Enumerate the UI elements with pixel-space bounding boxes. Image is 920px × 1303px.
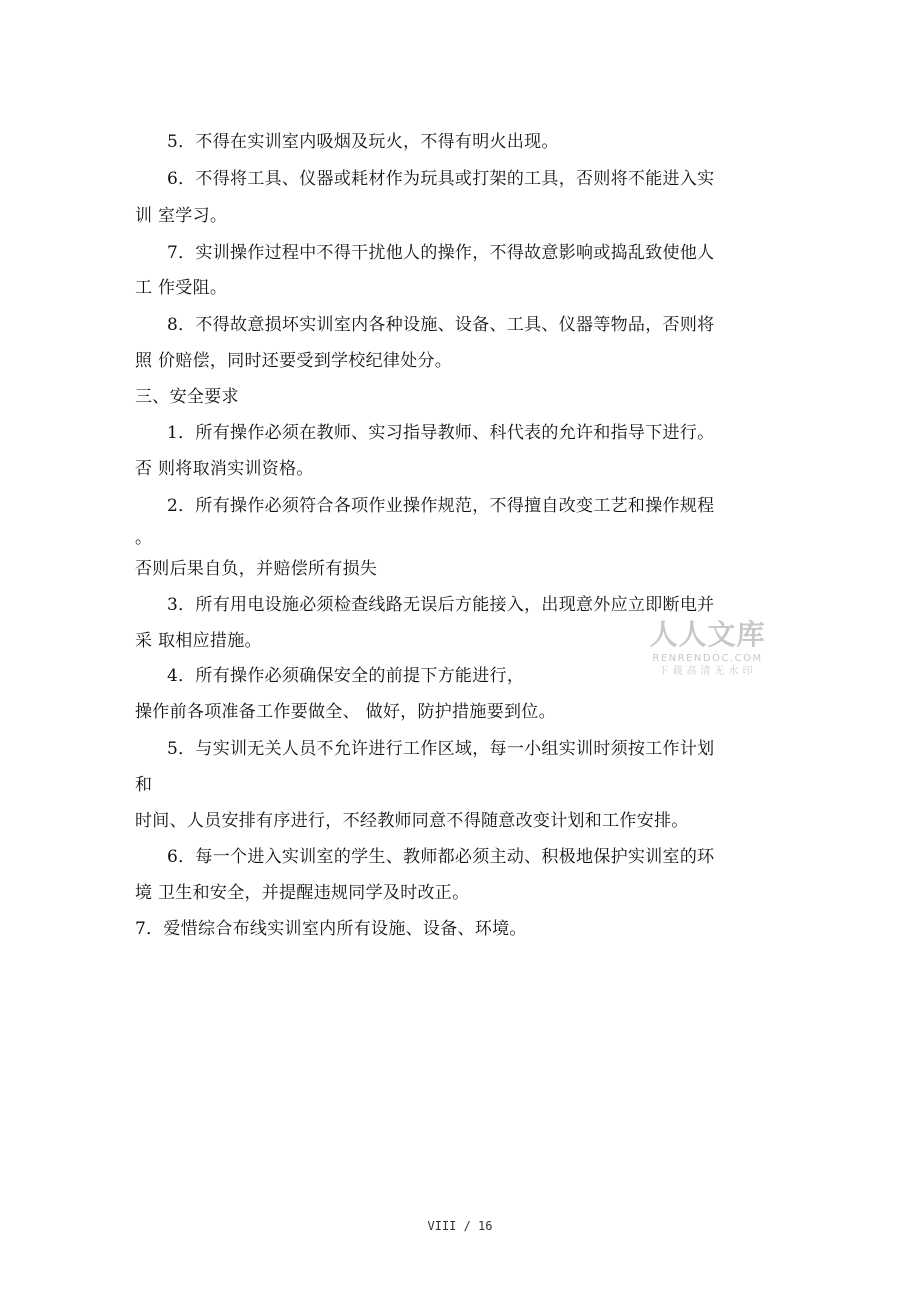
paragraph-line: 否则后果自负，并赔偿所有损失	[135, 559, 378, 579]
paragraph-line: 7．爱惜综合布线实训室内所有设施、设备、环境。	[135, 919, 527, 939]
paragraph-line: 4．所有操作必须确保安全的前提下方能进行，	[167, 666, 525, 686]
watermark-domain: RENRENDOC.COM	[652, 653, 763, 664]
paragraph-line: 6．每一个进入实训室的学生、教师都必须主动、积极地保护实训室的环	[167, 847, 715, 867]
paragraph-line: 时间、人员安排有序进行，不经教师同意不得随意改变计划和工作安排。	[135, 811, 689, 831]
paragraph-line: 照 价赔偿，同时还要受到学校纪律处分。	[135, 351, 453, 371]
paragraph-line: 5．与实训无关人员不允许进行工作区域，每一小组实训时须按工作计划	[167, 739, 715, 759]
paragraph-line: 5．不得在实训室内吸烟及玩火，不得有明火出现。	[167, 132, 559, 152]
watermark-title: 人人文库	[649, 618, 766, 651]
page-number: VIII / 16	[427, 1219, 493, 1233]
paragraph-line: 操作前各项准备工作要做全、 做好，防护措施要到位。	[135, 702, 556, 722]
paragraph-line: 否 则将取消实训资格。	[135, 459, 314, 479]
paragraph-line: 7．实训操作过程中不得干扰他人的操作，不得故意影响或捣乱致使他人	[167, 243, 715, 263]
paragraph-line: 8．不得故意损坏实训室内各种设施、设备、工具、仪器等物品，否则将	[167, 315, 715, 335]
paragraph-line: 1．所有操作必须在教师、实习指导教师、科代表的允许和指导下进行。	[167, 423, 715, 443]
paragraph-line: 2．所有操作必须符合各项作业操作规范，不得擅自改变工艺和操作规程	[167, 496, 715, 516]
section-heading: 三、安全要求	[135, 387, 239, 407]
paragraph-line: 工 作受阻。	[135, 278, 228, 298]
paragraph-line: 采 取相应措施。	[135, 631, 262, 651]
paragraph-line: 和	[135, 775, 153, 795]
watermark-slogan: 下载高清无水印	[658, 666, 757, 677]
paragraph-line: 训 室学习。	[135, 206, 228, 226]
watermark-logo	[640, 618, 775, 679]
paragraph-line: 境 卫生和安全，并提醒违规同学及时改正。	[135, 883, 470, 903]
paragraph-line: 6．不得将工具、仪器或耗材作为玩具或打架的工具，否则将不能进入实	[167, 169, 715, 189]
paragraph-line: 3．所有用电设施必须检查线路无误后方能接入，出现意外应立即断电并	[167, 595, 715, 615]
paragraph-line: 。	[135, 528, 153, 548]
